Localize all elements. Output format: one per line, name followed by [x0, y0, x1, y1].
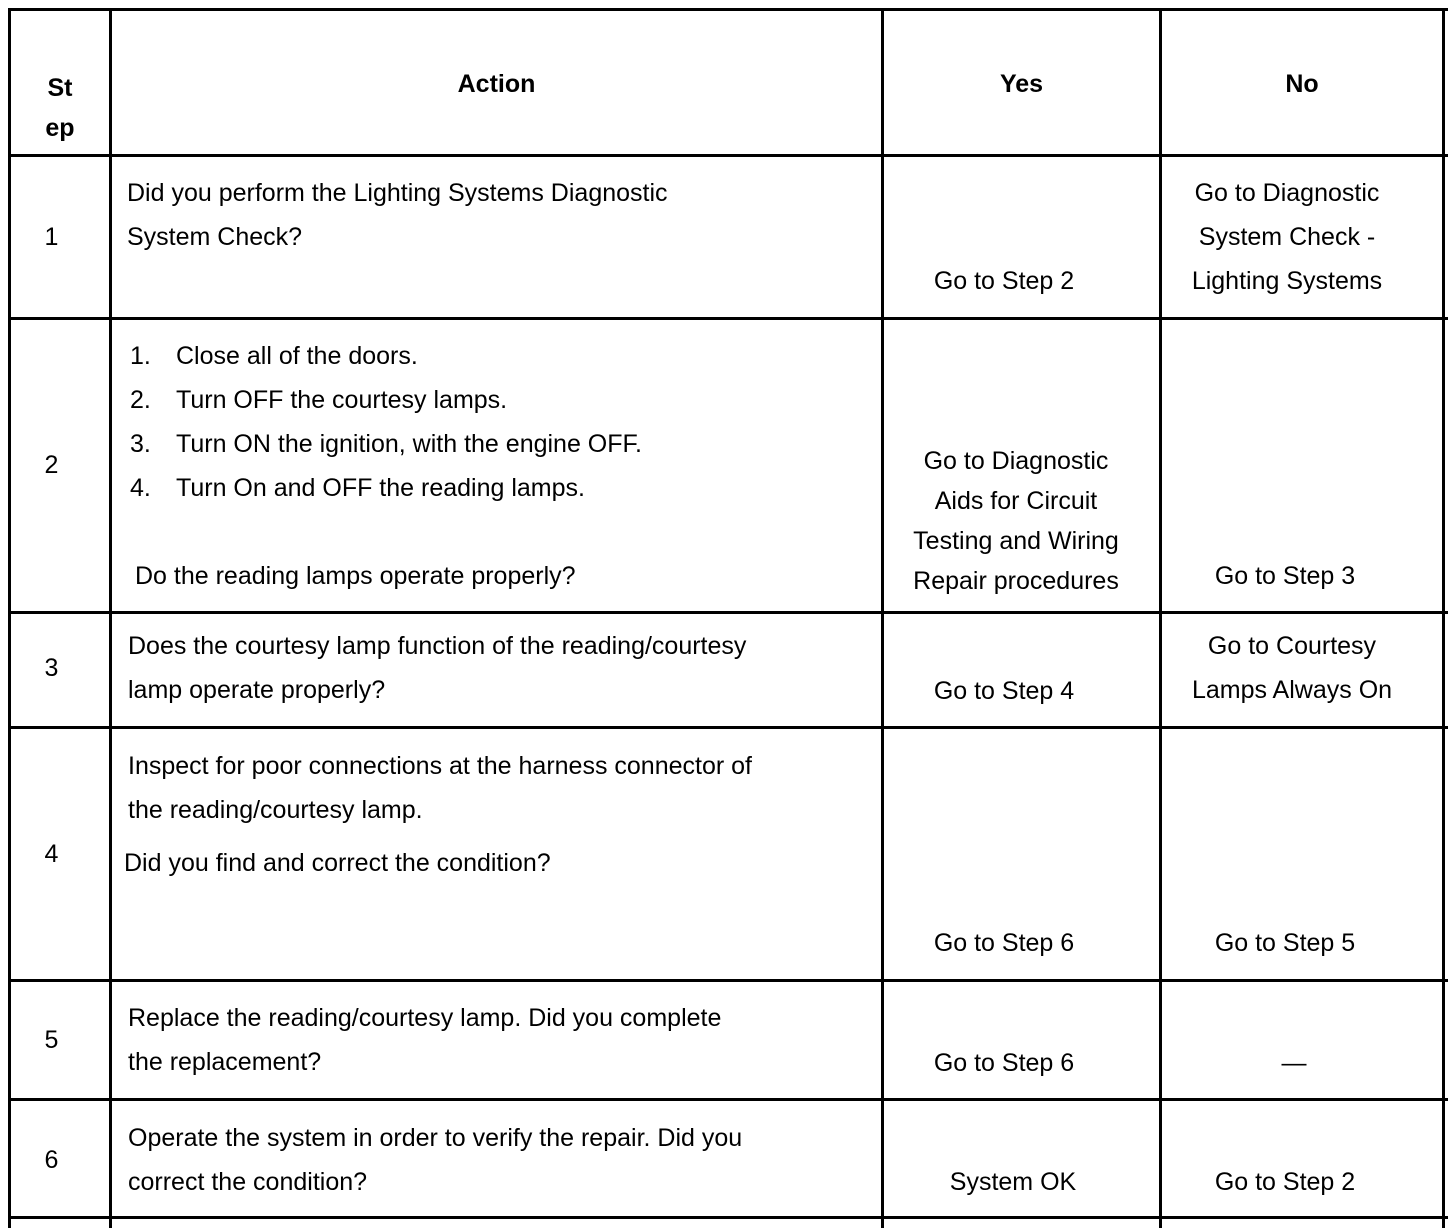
list-item: 1. Close all of the doors.	[130, 342, 418, 370]
list-item: 3. Turn ON the ignition, with the engine OFF.	[130, 430, 642, 458]
step-number: 3	[44, 654, 59, 682]
yes-line: Repair procedures	[913, 567, 1119, 595]
step-number: 1	[44, 223, 59, 251]
header-action: Action	[457, 70, 536, 98]
row-divider	[8, 1098, 1448, 1101]
yes-cell	[886, 441, 1146, 601]
action-line: the reading/courtesy lamp.	[128, 796, 423, 824]
action-line: Inspect for poor connections at the harness connector of	[128, 752, 752, 780]
list-item: 2. Turn OFF the courtesy lamps.	[130, 386, 508, 414]
yes-cell	[884, 259, 1124, 303]
step-number: 5	[44, 1026, 59, 1054]
action-line: Operate the system in order to verify the repair. Did you	[128, 1124, 743, 1152]
step-number: 4	[44, 840, 59, 868]
action-steps-list	[130, 334, 642, 510]
no-line: System Check -	[1198, 223, 1376, 251]
no-cell	[1162, 1160, 1408, 1204]
yes-cell	[884, 1041, 1124, 1085]
action-question: Do the reading lamps operate properly?	[135, 562, 576, 590]
header-yes: Yes	[999, 70, 1044, 98]
yes-cell	[884, 1160, 1142, 1204]
action-line: the replacement?	[128, 1048, 322, 1076]
action-line: Does the courtesy lamp function of the reading/courtesy	[128, 632, 747, 660]
action-line: System Check?	[127, 223, 303, 251]
no-line: Go to Courtesy	[1207, 632, 1377, 660]
no-line: Go to Diagnostic	[1194, 179, 1380, 207]
no-cell	[1162, 921, 1408, 965]
action-line: Did you perform the Lighting Systems Diagnostic	[127, 179, 668, 207]
row-divider	[8, 979, 1448, 982]
action-question: Did you find and correct the condition?	[124, 849, 551, 877]
header-step	[11, 68, 109, 148]
yes-line: Testing and Wiring	[913, 527, 1119, 555]
action-line: lamp operate properly?	[128, 676, 386, 704]
no-cell	[1162, 624, 1422, 712]
header-no: No	[1285, 70, 1319, 98]
yes-cell	[884, 669, 1124, 713]
step-number: 6	[44, 1146, 59, 1174]
no-line: Lighting Systems	[1191, 267, 1383, 295]
no-line: —	[1281, 1049, 1307, 1077]
no-line: Lamps Always On	[1191, 676, 1393, 704]
yes-line: Go to Step 4	[933, 677, 1075, 705]
column-divider	[109, 8, 112, 1228]
no-cell	[1162, 1041, 1426, 1085]
no-line: Go to Step 3	[1214, 562, 1356, 590]
row-divider	[8, 611, 1448, 614]
table-border-top	[8, 8, 1448, 11]
yes-line: Go to Step 6	[933, 929, 1075, 957]
yes-line: Go to Step 2	[933, 267, 1075, 295]
yes-line: System OK	[949, 1168, 1077, 1196]
row-divider	[8, 317, 1448, 320]
action-text	[128, 624, 746, 712]
action-line: correct the condition?	[128, 1168, 368, 1196]
yes-line: Aids for Circuit	[934, 487, 1098, 515]
table-border-right	[1442, 8, 1445, 1228]
yes-line: Go to Diagnostic	[923, 447, 1109, 475]
action-line: Replace the reading/courtesy lamp. Did you complete	[128, 1004, 722, 1032]
action-text	[128, 744, 752, 832]
action-text	[127, 171, 668, 259]
yes-line: Go to Step 6	[933, 1049, 1075, 1077]
no-line: Go to Step 2	[1214, 1168, 1356, 1196]
no-cell	[1162, 554, 1408, 598]
no-line: Go to Step 5	[1214, 929, 1356, 957]
action-text	[128, 996, 721, 1084]
header-step-line: ep	[45, 114, 75, 142]
action-text	[128, 1116, 742, 1204]
step-number: 2	[44, 451, 59, 479]
header-step-line: St	[47, 74, 73, 102]
table-border-bottom	[8, 1216, 1448, 1219]
diagnostic-table	[8, 8, 1448, 1228]
row-divider	[8, 726, 1448, 729]
list-item: 4. Turn On and OFF the reading lamps.	[130, 474, 585, 502]
yes-cell	[884, 921, 1124, 965]
row-divider	[8, 154, 1448, 157]
no-cell	[1162, 171, 1412, 303]
